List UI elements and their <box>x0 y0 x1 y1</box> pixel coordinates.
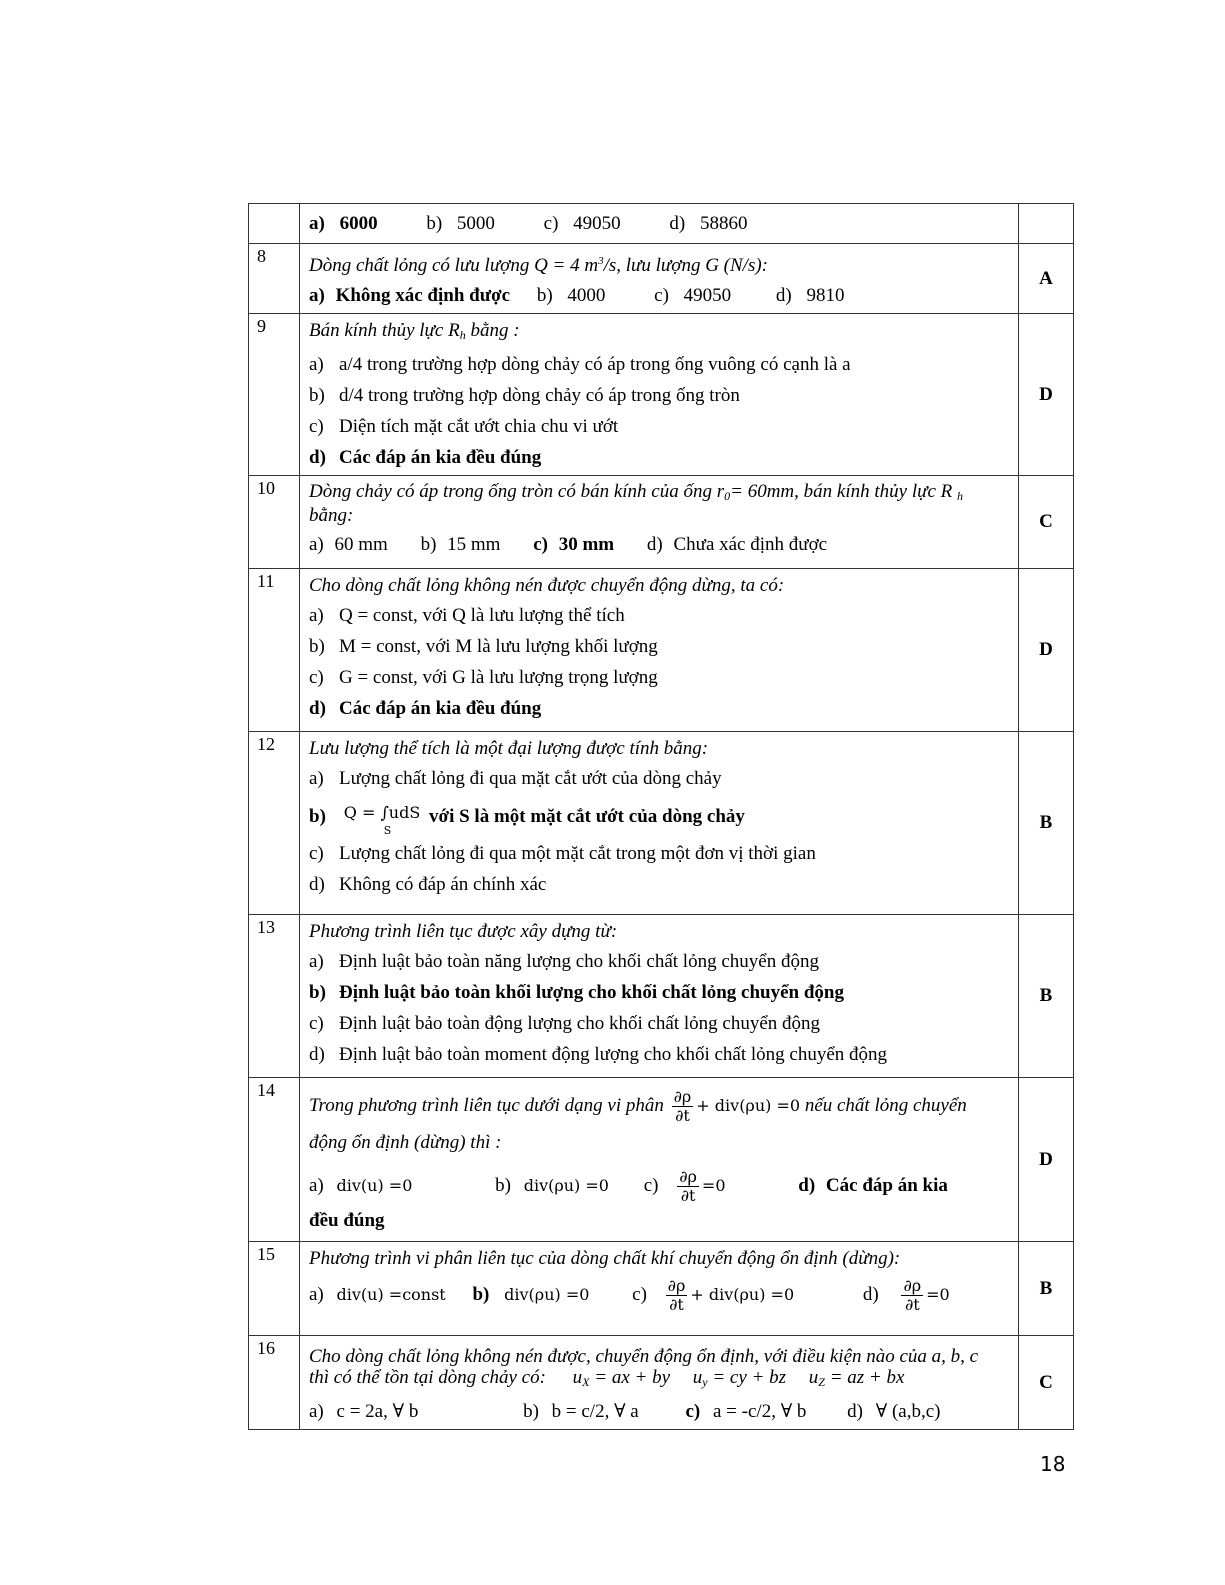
question-text-part: Trong phương trình liên tục dưới dạng vi phân <box>309 1094 664 1116</box>
option-text: 4000 <box>567 285 606 306</box>
table-row <box>249 732 1074 915</box>
option-label: b) <box>420 534 437 555</box>
table-row <box>249 1242 1074 1336</box>
option-text: Các đáp án kia đều đúng <box>339 698 542 719</box>
table-row <box>249 915 1074 1078</box>
fraction <box>666 1277 688 1314</box>
option-label: c) <box>533 534 548 555</box>
option-label: a) <box>309 534 324 555</box>
question-text: Lưu lượng thể tích là một đại lượng được tính bằng: <box>309 738 709 759</box>
question-body <box>300 244 1019 314</box>
option-text: c = 2a, ∀ b <box>336 1401 419 1422</box>
option-label: a) <box>309 605 324 626</box>
fraction-denominator: ∂t <box>904 1295 920 1315</box>
option-label: d) <box>862 1284 879 1305</box>
option-label: a) <box>309 1175 324 1196</box>
fraction-numerator: ∂ρ <box>673 1087 692 1106</box>
question-text <box>309 1088 1010 1125</box>
fraction <box>672 1088 694 1125</box>
answer-cell <box>1019 204 1074 244</box>
answer-cell: C <box>1019 1336 1074 1430</box>
option-text: a = -c/2, ∀ b <box>713 1401 807 1422</box>
option-label: d) <box>775 285 792 306</box>
answer-cell: A <box>1019 244 1074 314</box>
option-text: 60 mm <box>334 534 388 555</box>
question-number <box>249 204 300 244</box>
question-text: Phương trình liên tục được xây dựng từ: <box>309 921 618 942</box>
option-label: d) <box>847 1401 863 1422</box>
fraction <box>677 1168 699 1205</box>
question-number: 11 <box>249 569 300 732</box>
option-label: d) <box>309 874 325 895</box>
table-row <box>249 314 1074 476</box>
option-label: b) <box>309 636 325 657</box>
option-expr: div(u) =0 <box>336 1176 413 1195</box>
option-text: Định luật bảo toàn moment động lượng cho khối chất lỏng chuyển động <box>339 1044 888 1065</box>
equation-uz: $u_Z$ = az + bx <box>808 1367 905 1389</box>
question-text <box>309 250 1010 277</box>
option-text: Diện tích mặt cắt ướt chia chu vi ướt <box>339 416 619 437</box>
option-text: 6000 <box>339 213 378 234</box>
option-text: Định luật bảo toàn động lượng cho khối chất lỏng chuyển động <box>339 1013 821 1034</box>
option-text: Các đáp án kia <box>825 1175 948 1196</box>
equation-text: = az + bx <box>829 1367 905 1388</box>
superscript: 3 <box>598 255 604 267</box>
option-text: b = c/2, ∀ a <box>551 1401 639 1422</box>
question-body <box>300 569 1019 732</box>
option-label: c) <box>543 213 559 234</box>
option-label: a) <box>309 213 325 234</box>
option-text: 30 mm <box>558 534 615 555</box>
option-label: d) <box>309 698 326 719</box>
answer-cell: B <box>1019 1242 1074 1336</box>
option-expr: div(ρu) =0 <box>523 1176 609 1195</box>
question-number: 15 <box>249 1242 300 1336</box>
question-body <box>300 204 1019 244</box>
option-label: b) <box>536 285 553 306</box>
option-text: Không có đáp án chính xác <box>339 874 547 895</box>
option-text: 15 mm <box>447 534 501 555</box>
integral-formula <box>343 798 421 837</box>
question-number: 8 <box>249 244 300 314</box>
fraction-numerator: ∂ρ <box>679 1167 697 1187</box>
question-number: 14 <box>249 1078 300 1242</box>
question-text-part: Bán kính thủy lực R <box>309 320 460 341</box>
option-label: c) <box>685 1401 701 1422</box>
option-label: d) <box>309 447 326 468</box>
option-label: b) <box>495 1175 511 1196</box>
option-label: b) <box>426 213 443 234</box>
question-text-part: Dòng chảy có áp trong ống tròn có bán kính của ống r <box>309 481 725 502</box>
table-row <box>249 204 1074 244</box>
option-label: d) <box>669 213 686 234</box>
table-row <box>249 476 1074 569</box>
question-text-part: /s, lưu lượng G (N/s): <box>603 255 768 276</box>
option-label: d) <box>309 1044 325 1065</box>
option-label: d) <box>798 1175 816 1196</box>
question-text-part: Cho dòng chất lỏng không nén được, chuyển động ổn định, với điều kiện nào của a, b, c <box>309 1346 979 1367</box>
option-text: 5000 <box>456 213 495 234</box>
question-body <box>300 1078 1019 1242</box>
fraction-denominator: ∂t <box>675 1106 690 1125</box>
option-text: Chưa xác định được <box>673 534 828 555</box>
option-label: c) <box>309 416 324 437</box>
option-label: a) <box>309 768 324 789</box>
option-text: G = const, với G là lưu lượng trọng lượng <box>339 667 658 688</box>
question-text: Phương trình vi phân liên tục của dòng chất khí chuyển động ổn định (dừng): <box>309 1248 901 1269</box>
option-text: Lượng chất lỏng đi qua một mặt cắt trong một đơn vị thời gian <box>339 843 816 864</box>
table-row <box>249 1078 1074 1242</box>
option-expr: div(u) =const <box>336 1285 446 1304</box>
option-label: b) <box>309 385 325 406</box>
question-text-part: nếu chất lỏng chuyển <box>804 1094 967 1116</box>
option-label: b) <box>309 982 326 1003</box>
option-text: 49050 <box>573 213 621 234</box>
option-expr: div(ρu) =0 <box>504 1285 590 1304</box>
equation-ux: $u_X$ = ax + by <box>572 1367 671 1389</box>
fraction <box>901 1277 923 1314</box>
answer-cell: B <box>1019 732 1074 915</box>
option-label: c) <box>309 843 324 864</box>
formula-subscript: S <box>383 824 392 837</box>
option-expr: =0 <box>926 1285 950 1304</box>
question-body <box>300 314 1019 476</box>
option-label: b) <box>309 806 326 827</box>
question-text <box>309 320 1010 346</box>
option-label: a) <box>309 285 325 306</box>
option-text: 9810 <box>806 285 845 306</box>
option-text: 58860 <box>700 213 748 234</box>
option-label: c) <box>309 1013 324 1034</box>
option-text: với S là một mặt cắt ướt của dòng chảy <box>429 806 745 827</box>
option-label: b) <box>472 1284 490 1305</box>
fraction-numerator: ∂ρ <box>667 1276 686 1296</box>
option-label: c) <box>309 667 324 688</box>
table-row <box>249 1336 1074 1430</box>
question-body <box>300 915 1019 1078</box>
subscript: 0 <box>724 489 731 503</box>
question-text-line: động ổn định (dừng) thì : <box>309 1132 502 1153</box>
answer-cell: C <box>1019 476 1074 569</box>
question-text: Cho dòng chất lỏng không nén được chuyển động dừng, ta có: <box>309 575 785 596</box>
option-label: c) <box>643 1175 659 1196</box>
question-number: 13 <box>249 915 300 1078</box>
table-row <box>249 569 1074 732</box>
page-number: 18 <box>1040 1452 1066 1476</box>
fraction-denominator: ∂t <box>680 1186 696 1206</box>
question-text <box>309 1346 1010 1393</box>
equation-uy: $u_y$ = cy + bz <box>692 1367 787 1389</box>
question-text-part: Dòng chất lỏng có lưu lượng Q = 4 m <box>309 255 599 276</box>
equation-text: = cy + bz <box>712 1367 787 1388</box>
option-label: b) <box>523 1401 539 1422</box>
option-label: a) <box>309 1401 324 1422</box>
equation-text: = ax + by <box>594 1367 671 1388</box>
formula-text: Q = ∫udS <box>343 803 421 822</box>
option-text: Lượng chất lỏng đi qua mặt cắt ướt của dòng chảy <box>339 768 722 789</box>
math-expression: + div(ρu) =0 <box>696 1095 801 1115</box>
question-number: 10 <box>249 476 300 569</box>
option-label: d) <box>646 534 663 555</box>
option-text: ∀ (a,b,c) <box>875 1401 941 1422</box>
option-label: a) <box>309 354 324 375</box>
answer-cell: D <box>1019 569 1074 732</box>
question-table <box>248 203 1074 1430</box>
option-text: a/4 trong trường hợp dòng chảy có áp trong ống vuông có cạnh là a <box>339 354 851 375</box>
option-expr: =0 <box>701 1176 726 1195</box>
fraction-denominator: ∂t <box>669 1295 684 1315</box>
option-label: c) <box>632 1284 647 1305</box>
option-text: Các đáp án kia đều đúng <box>339 447 542 468</box>
option-text-continued: đều đúng <box>309 1210 385 1232</box>
subscript: h <box>957 489 964 503</box>
answer-cell: B <box>1019 915 1074 1078</box>
option-text: M = const, với M là lưu lượng khối lượng <box>339 636 658 657</box>
option-text: Q = const, với Q là lưu lượng thể tích <box>339 605 625 626</box>
question-body <box>300 1242 1019 1336</box>
question-number: 16 <box>249 1336 300 1430</box>
option-label: a) <box>309 951 324 972</box>
fraction-numerator: ∂ρ <box>903 1276 922 1296</box>
option-text: d/4 trong trường hợp dòng chảy có áp trong ống tròn <box>339 385 740 406</box>
option-text: Không xác định được <box>335 285 511 306</box>
option-text: Định luật bảo toàn năng lượng cho khối chất lỏng chuyển động <box>339 951 819 972</box>
option-text: 49050 <box>683 285 732 306</box>
question-text-part: = 60mm, bán kính thủy lực R <box>730 481 953 502</box>
table-row <box>249 244 1074 314</box>
answer-cell: D <box>1019 314 1074 476</box>
option-label: a) <box>309 1284 324 1305</box>
answer-cell: D <box>1019 1078 1074 1242</box>
question-body <box>300 476 1019 569</box>
option-text: Định luật bảo toàn khối lượng cho khối chất lỏng chuyển động <box>339 982 844 1003</box>
question-text-part: thì có thể tồn tại dòng chảy có: <box>309 1367 546 1388</box>
question-text <box>309 482 1010 526</box>
question-body <box>300 732 1019 915</box>
question-number: 9 <box>249 314 300 476</box>
option-expr: + div(ρu) =0 <box>690 1285 795 1304</box>
question-text-part: bằng : <box>465 320 520 341</box>
question-body <box>300 1336 1019 1430</box>
subscript: h <box>459 328 466 342</box>
question-number: 12 <box>249 732 300 915</box>
option-label: c) <box>654 285 669 306</box>
question-text-part: bằng: <box>309 505 354 526</box>
